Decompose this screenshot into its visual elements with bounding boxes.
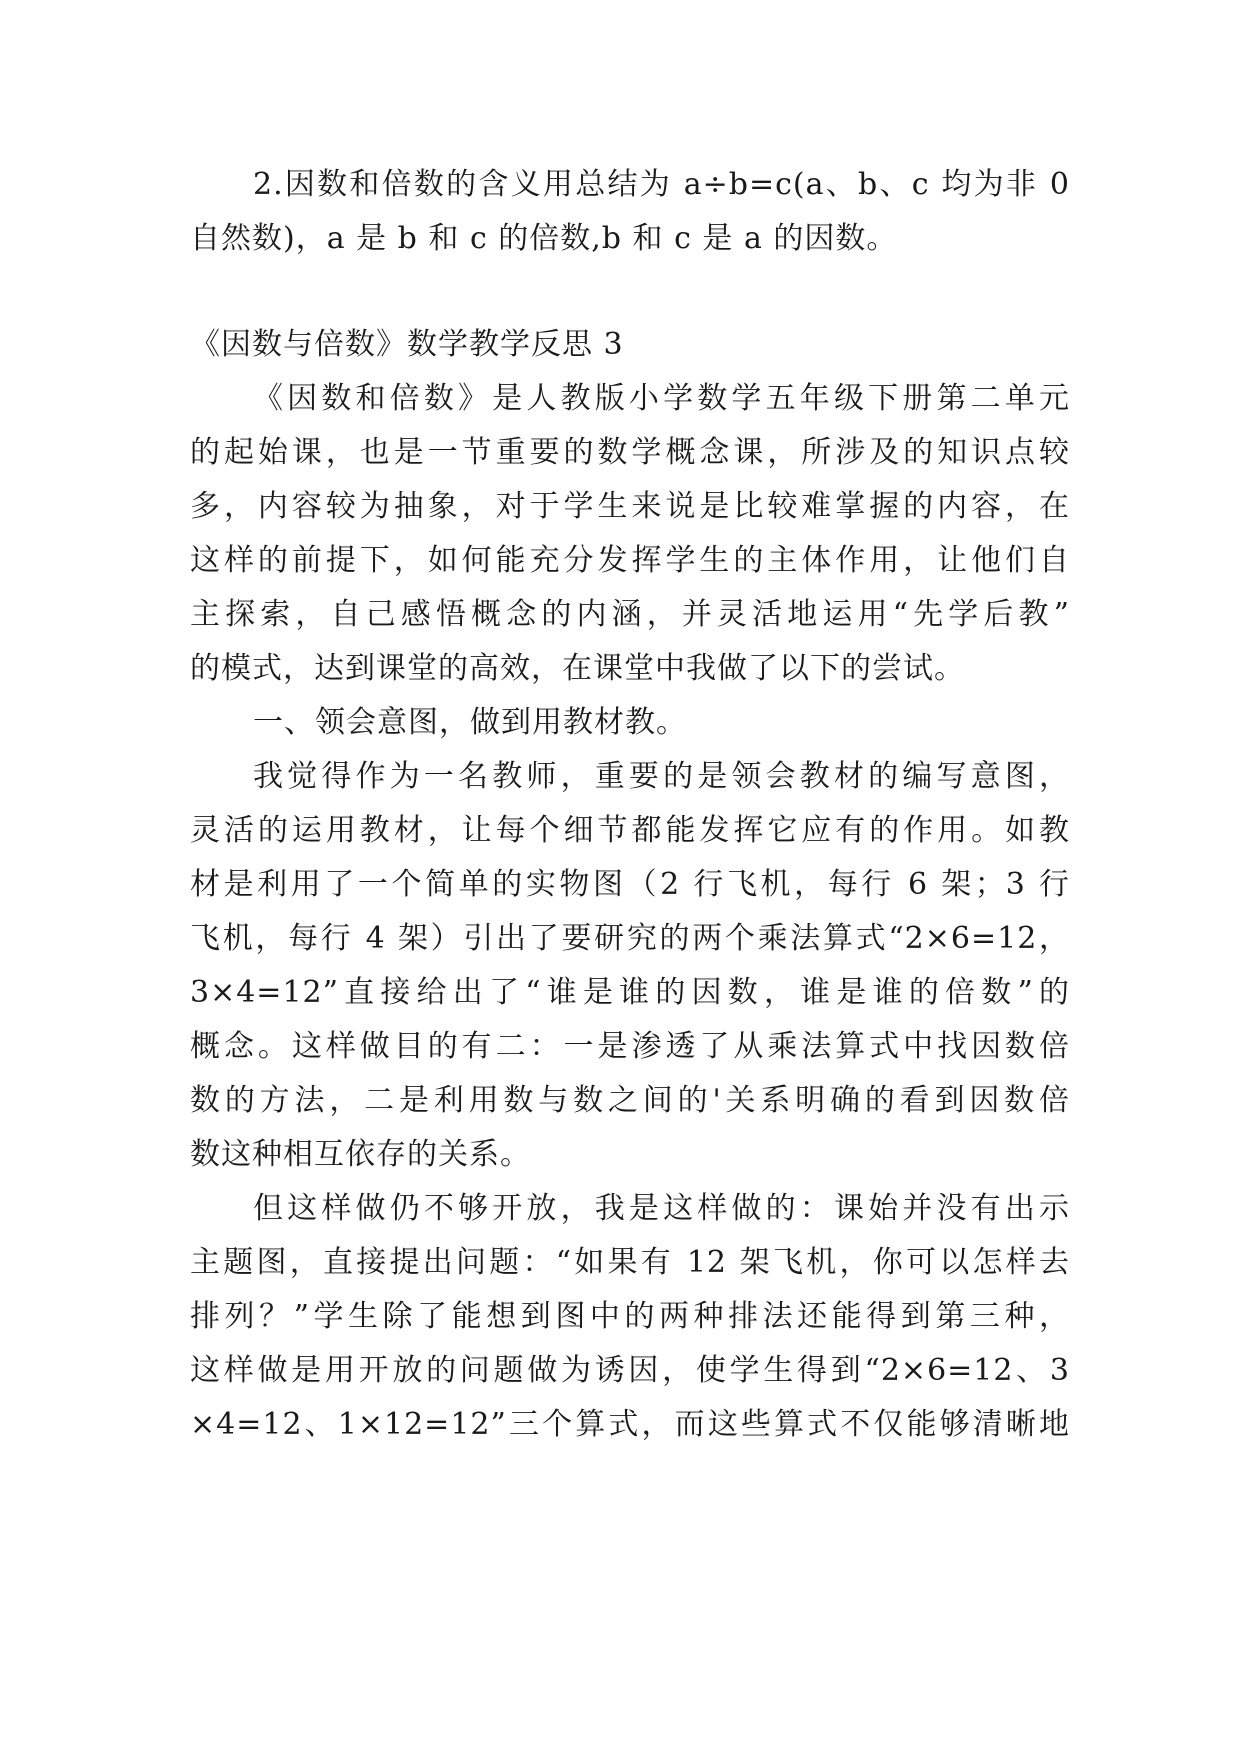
paragraph-line: 3×4=12”直接给出了“谁是谁的因数，谁是谁的倍数”的	[190, 975, 1070, 1010]
summary-line: 自然数)，a 是 b 和 c 的倍数,b 和 c 是 a 的因数。	[190, 221, 898, 256]
paragraph-line: 排列？”学生除了能想到图中的两种排法还能得到第三种，	[190, 1299, 1070, 1334]
paragraph-line: 《因数和倍数》是人教版小学数学五年级下册第二单元	[253, 381, 1070, 416]
paragraph-line: 这样做是用开放的问题做为诱因，使学生得到“2×6=12、3	[190, 1353, 1070, 1388]
paragraph-line: 灵活的运用教材，让每个细节都能发挥它应有的作用。如教	[190, 813, 1070, 848]
paragraph-line: 的模式，达到课堂的高效，在课堂中我做了以下的尝试。	[190, 651, 965, 686]
paragraph-line: 我觉得作为一名教师，重要的是领会教材的编写意图，	[253, 759, 1070, 794]
paragraph-line: 主题图，直接提出问题：“如果有 12 架飞机，你可以怎样去	[190, 1245, 1070, 1280]
paragraph-line: 主探索，自己感悟概念的内涵，并灵活地运用“先学后教”	[190, 597, 1070, 632]
summary-line: 2.因数和倍数的含义用总结为 a÷b=c(a、b、c 均为非 0	[253, 167, 1070, 202]
paragraph-line: 这样的前提下，如何能充分发挥学生的主体作用，让他们自	[190, 543, 1070, 578]
paragraph-line: ×4=12、1×12=12”三个算式，而这些算式不仅能够清晰地	[190, 1407, 1070, 1442]
paragraph-line: 多，内容较为抽象，对于学生来说是比较难掌握的内容，在	[190, 489, 1070, 524]
paragraph-line: 材是利用了一个简单的实物图（2 行飞机，每行 6 架；3 行	[190, 867, 1070, 902]
section-heading: 一、领会意图，做到用教材教。	[253, 705, 687, 740]
paragraph-line: 概念。这样做目的有二：一是渗透了从乘法算式中找因数倍	[190, 1029, 1070, 1064]
paragraph-line: 数的方法，二是利用数与数之间的'关系明确的看到因数倍	[190, 1083, 1070, 1118]
paragraph-line: 飞机，每行 4 架）引出了要研究的两个乘法算式“2×6=12，	[190, 921, 1070, 956]
paragraph-line: 数这种相互依存的关系。	[190, 1137, 531, 1172]
paragraph-line: 的起始课，也是一节重要的数学概念课，所涉及的知识点较	[190, 435, 1070, 470]
article-title: 《因数与倍数》数学教学反思 3	[190, 327, 624, 362]
paragraph-line: 但这样做仍不够开放，我是这样做的：课始并没有出示	[253, 1191, 1070, 1226]
